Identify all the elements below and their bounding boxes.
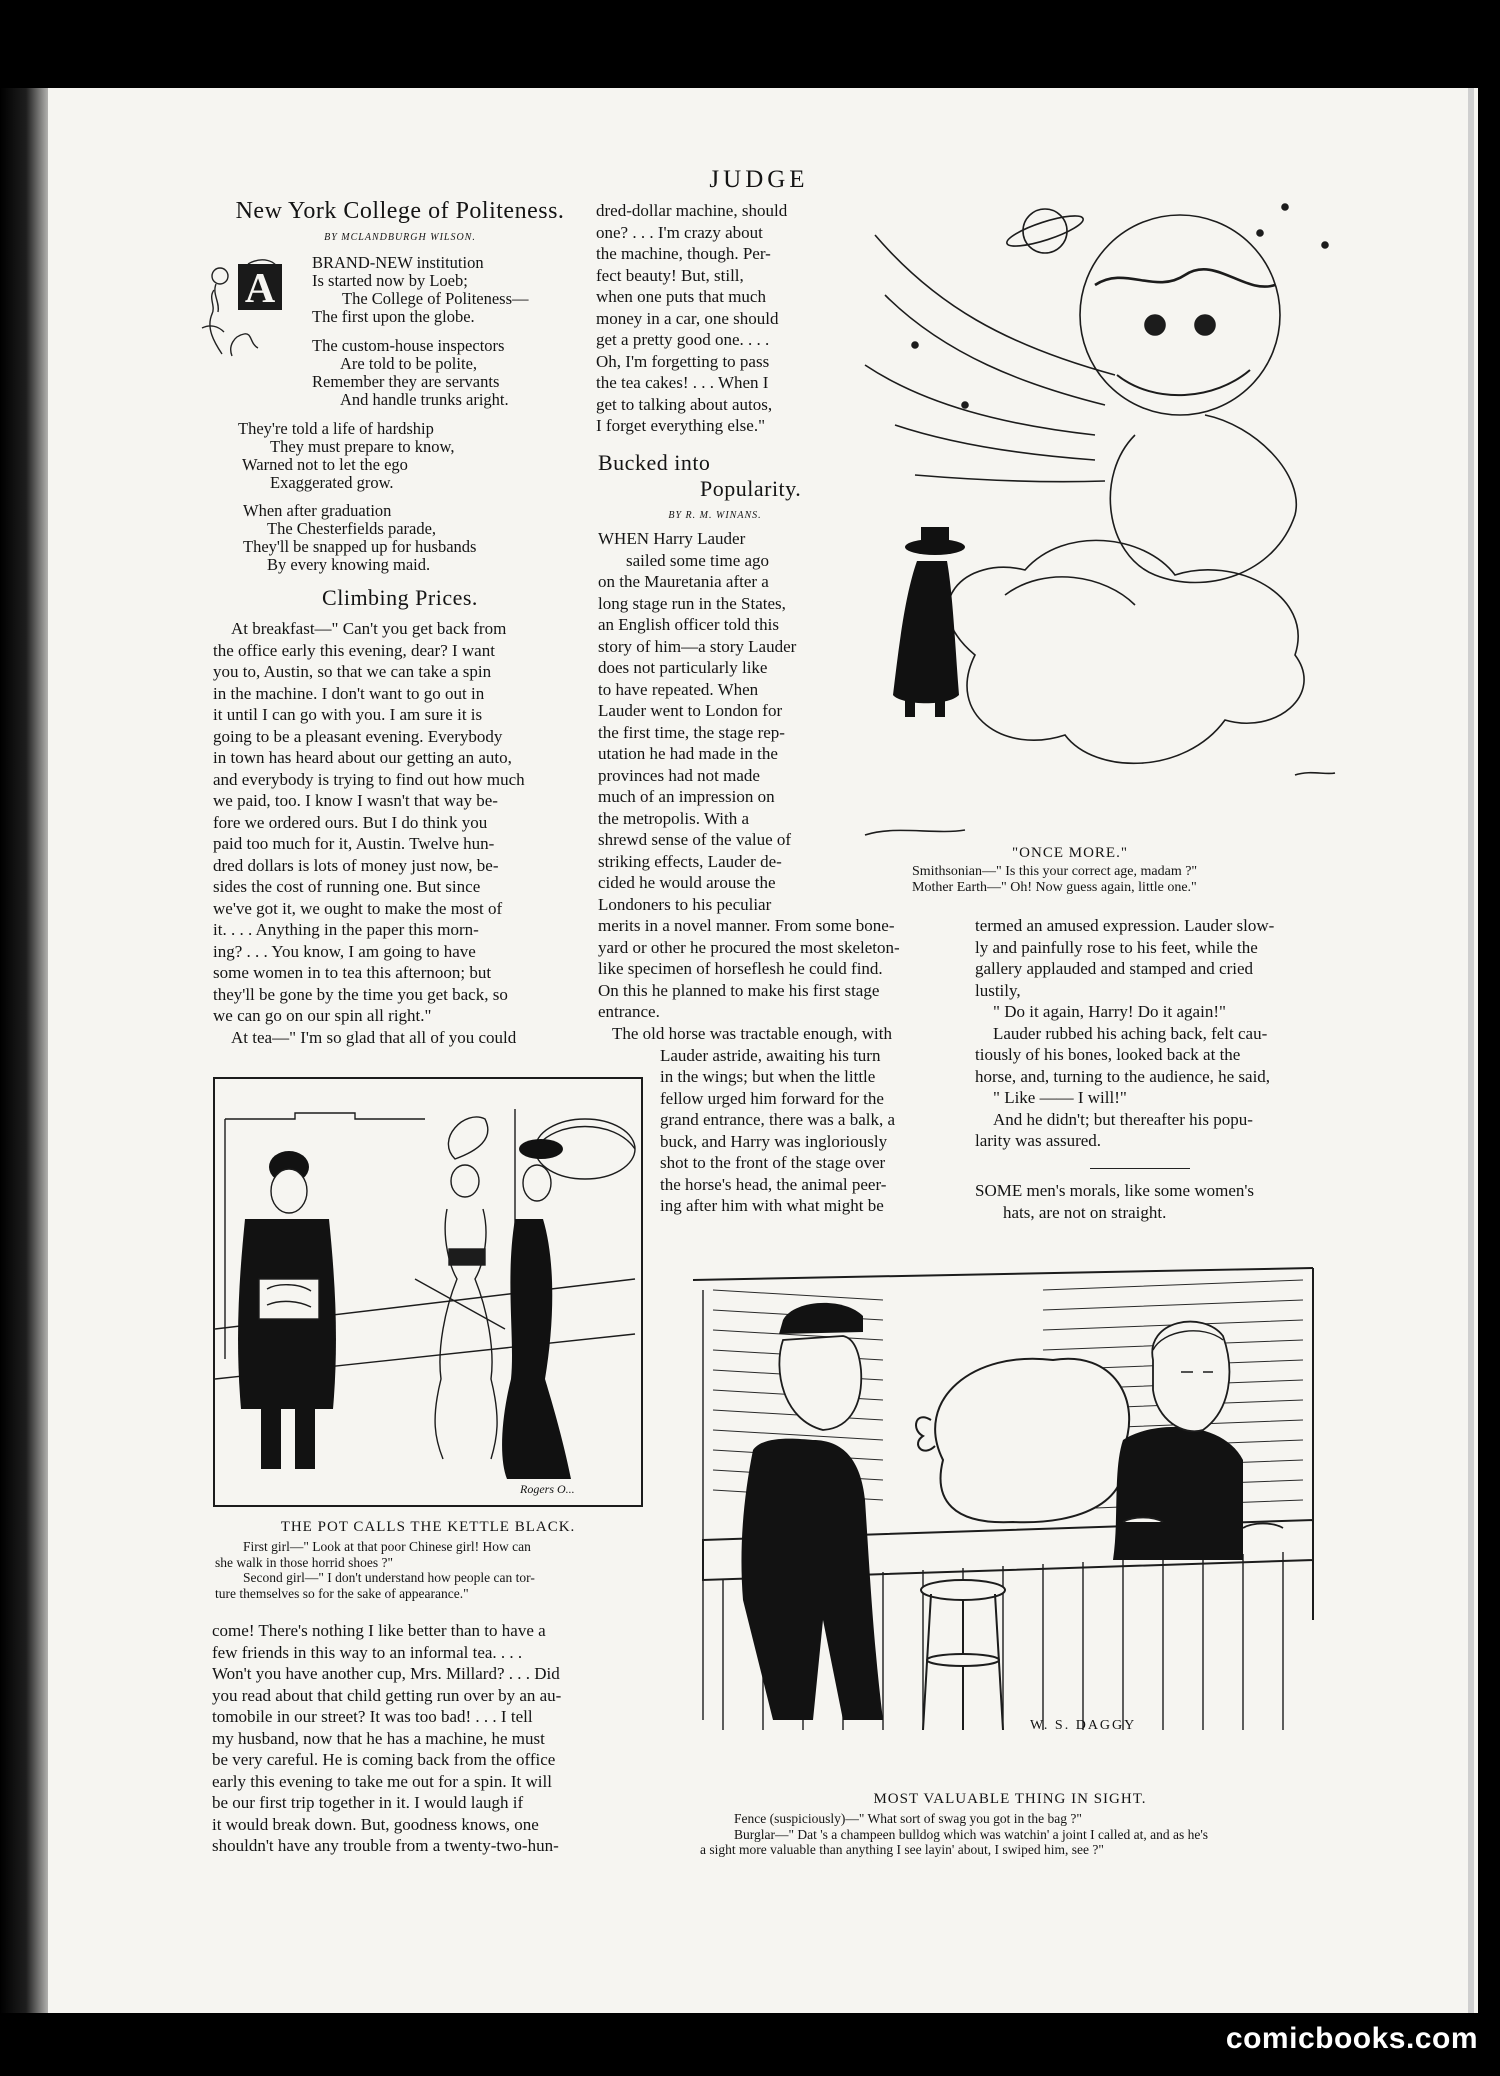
bucked-body-para-2 xyxy=(612,1023,952,1217)
text-line: in town has heard about our getting an auto, xyxy=(213,748,512,767)
text-line: Won't you have another cup, Mrs. Millard? . . . Did xyxy=(212,1664,560,1683)
text-line: money in a car, one should xyxy=(596,308,779,328)
once-more-title: "ONCE MORE." xyxy=(1012,845,1128,861)
text-line: dred-dollar machine, should xyxy=(596,201,788,220)
text-line: the tea cakes! . . . When I xyxy=(596,373,769,392)
text-line: fect beauty! But, still, xyxy=(596,265,744,285)
text-line: sides the cost of running one. But since xyxy=(213,877,481,896)
bucked-byline: BY R. M. WINANS. xyxy=(668,510,762,521)
page-edge xyxy=(1468,88,1474,2013)
text-line: shrewd sense of the value of xyxy=(598,830,792,849)
most-valuable-illustration xyxy=(683,1260,1323,1760)
text-line: you read about that child getting run over by an au- xyxy=(212,1685,562,1705)
verse-line: When after graduation xyxy=(243,501,392,520)
magazine-header: JUDGE xyxy=(709,166,809,193)
caption-line: Fence (suspiciously)—" What sort of swag you got in the bag ?" xyxy=(734,1811,1082,1826)
climbing-prices-column-2 xyxy=(596,200,826,437)
text-line: the machine, though. Per- xyxy=(596,244,771,263)
text-line: termed an amused expression. Lauder slow- xyxy=(975,916,1275,935)
filler-rule xyxy=(1090,1168,1190,1169)
most-valuable-title: MOST VALUABLE THING IN SIGHT. xyxy=(873,1791,1147,1807)
climbing-prices-body xyxy=(213,618,570,1048)
poem-title: New York College of Politeness. xyxy=(235,198,565,224)
text-line: my husband, now that he has a machine, he must xyxy=(212,1728,545,1748)
bucked-body-wide xyxy=(598,915,950,1023)
verse-line: Remember they are servants xyxy=(312,372,500,391)
bucked-title-line-1: Bucked into xyxy=(598,450,711,475)
most-valuable-caption xyxy=(700,1811,1340,1858)
text-line: SOME men's morals, like some women's xyxy=(975,1181,1255,1200)
text-line: be our first trip together in it. I would laugh if xyxy=(212,1793,524,1812)
verse-line: The College of Politeness— xyxy=(342,289,529,308)
text-line: Lauder rubbed his aching back, felt cau- xyxy=(993,1023,1268,1043)
verse-line: Are told to be polite, xyxy=(340,354,478,373)
text-line: they'll be gone by the time you get back, so xyxy=(213,984,508,1004)
caption-line: a sight more valuable than anything I see layin' about, I swiped him, see ?" xyxy=(700,1842,1104,1857)
text-line: lustily, xyxy=(975,980,1021,1000)
text-line: come! There's nothing I like better than to have a xyxy=(212,1621,546,1640)
caption-line: ture themselves so for the sake of appearance." xyxy=(215,1585,469,1601)
text-line: larity was assured. xyxy=(975,1131,1102,1150)
text-line: WHEN Harry Lauder xyxy=(598,529,746,548)
text-line: And he didn't; but thereafter his popu- xyxy=(993,1109,1253,1129)
text-line: Londoners to his peculiar xyxy=(598,894,772,914)
text-line: on the Mauretania after a xyxy=(598,572,769,591)
verse-line: And handle trunks aright. xyxy=(340,390,509,409)
bucked-body-right-column xyxy=(975,915,1337,1152)
text-line: an English officer told this xyxy=(598,615,779,634)
text-line: and everybody is trying to find out how much xyxy=(213,769,525,789)
text-line: provinces had not made xyxy=(598,765,760,785)
text-line: cided he would arouse the xyxy=(598,873,776,892)
kettle-signature: Rogers O... xyxy=(520,1482,575,1496)
poem-stanza-2 xyxy=(312,337,509,409)
text-line: sailed some time ago xyxy=(626,550,770,570)
text-line: to have repeated. When xyxy=(598,679,759,699)
text-line: merits in a novel manner. From some bone- xyxy=(598,916,895,935)
text-line: it would break down. But, goodness knows, one xyxy=(212,1814,539,1834)
text-line: ing after him with what might be xyxy=(660,1196,884,1215)
text-line: " Like —— I will!" xyxy=(993,1088,1127,1107)
text-line: few friends in this way to an informal tea. . . . xyxy=(212,1642,523,1662)
climbing-prices-title: Climbing Prices. xyxy=(322,585,478,610)
text-line: I forget everything else." xyxy=(596,416,766,435)
text-line: one? . . . I'm crazy about xyxy=(596,222,763,242)
text-line: hats, are not on straight. xyxy=(1003,1202,1167,1222)
drop-cap-a xyxy=(192,250,310,362)
text-line: get to talking about autos, xyxy=(596,394,773,414)
text-line: ly and painfully rose to his feet, while the xyxy=(975,937,1258,957)
verse-line: Exaggerated grow. xyxy=(270,473,394,492)
kettle-black-illustration xyxy=(213,1077,643,1507)
text-line: some women in to tea this afternoon; but xyxy=(213,963,492,982)
text-line: At tea—" I'm so glad that all of you could xyxy=(231,1027,517,1047)
text-line: At breakfast—" Can't you get back from xyxy=(231,619,507,638)
text-line: get a pretty good one. . . . xyxy=(596,330,770,349)
verse-line: By every knowing maid. xyxy=(267,555,431,574)
kettle-black-caption xyxy=(215,1539,645,1601)
text-line: ing? . . . You know, I am going to have xyxy=(213,941,476,961)
text-line: tiously of his bones, looked back at the xyxy=(975,1045,1241,1064)
bucked-title-line-2: Popularity. xyxy=(700,476,802,501)
poem-byline: BY MCLANDBURGH WILSON. xyxy=(324,232,476,243)
text-line: yard or other he procured the most skeleton- xyxy=(598,937,900,957)
text-line: we've got it, we ought to make the most of xyxy=(213,898,503,918)
text-line: grand entrance, there was a balk, a xyxy=(660,1110,896,1129)
text-line: going to be a pleasant evening. Everybody xyxy=(213,726,503,746)
poem-stanza-4 xyxy=(243,502,476,574)
climbing-prices-continued xyxy=(212,1620,644,1857)
text-line: fellow urged him forward for the xyxy=(660,1088,884,1108)
text-line: On this he planned to make his first stage xyxy=(598,980,880,1000)
poem-stanza-1 xyxy=(312,254,529,326)
text-line: like specimen of horseflesh he could find. xyxy=(598,959,883,978)
text-line: we can go on our spin all right." xyxy=(213,1006,432,1025)
caption-line: she walk in those horrid shoes ?" xyxy=(215,1554,393,1570)
poem-stanza-3 xyxy=(238,420,455,492)
caption-line: Mother Earth—" Oh! Now guess again, little one." xyxy=(912,879,1197,895)
once-more-caption xyxy=(912,864,1352,895)
text-line: in the machine. I don't want to go out in xyxy=(213,683,485,703)
text-line: Lauder astride, awaiting his turn xyxy=(660,1045,881,1065)
text-line: story of him—a story Lauder xyxy=(598,636,797,656)
text-line: Lauder went to London for xyxy=(598,701,783,720)
text-line: Oh, I'm forgetting to pass xyxy=(596,351,770,371)
text-line: we paid, too. I know I wasn't that way be- xyxy=(213,791,498,810)
verse-line: Warned not to let the ego xyxy=(242,455,408,474)
text-line: fore we ordered ours. But I do think you xyxy=(213,812,488,832)
text-line: shot to the front of the stage over xyxy=(660,1153,886,1172)
verse-line: They're told a life of hardship xyxy=(238,419,434,438)
bucked-body xyxy=(598,528,824,915)
text-line: gallery applauded and stamped and cried xyxy=(975,959,1254,978)
text-line: when one puts that much xyxy=(596,287,766,306)
text-line: you to, Austin, so that we can take a spin xyxy=(213,662,492,681)
text-line: the horse's head, the animal peer- xyxy=(660,1174,887,1194)
verse-line: Is started now by Loeb; xyxy=(312,271,468,290)
kettle-black-title: THE POT CALLS THE KETTLE BLACK. xyxy=(280,1519,576,1535)
verse-line: BRAND-NEW institution xyxy=(312,253,484,272)
once-more-illustration xyxy=(855,175,1350,845)
text-line: dred dollars is lots of money just now, be- xyxy=(213,855,499,875)
text-line: entrance. xyxy=(598,1002,660,1021)
text-line: the office early this evening, dear? I want xyxy=(213,640,495,660)
text-line: paid too much for it, Austin. Twelve hun- xyxy=(213,834,495,853)
verse-line: The Chesterfields parade, xyxy=(267,519,437,538)
text-line: shouldn't have any trouble from a twenty-two-hun- xyxy=(212,1836,559,1855)
text-line: it. . . . Anything in the paper this morn- xyxy=(213,920,479,939)
text-line: much of an impression on xyxy=(598,787,775,806)
verse-line: The first upon the globe. xyxy=(312,307,475,326)
verse-line: The custom-house inspectors xyxy=(312,336,505,355)
caption-line: Smithsonian—" Is this your correct age, madam ?" xyxy=(912,864,1198,879)
text-line: long stage run in the States, xyxy=(598,593,786,613)
text-line: in the wings; but when the little xyxy=(660,1067,876,1086)
text-line: does not particularly like xyxy=(598,658,768,677)
text-line: utation he had made in the xyxy=(598,744,778,763)
text-line: be very careful. He is coming back from the office xyxy=(212,1750,556,1769)
verse-line: They'll be snapped up for husbands xyxy=(243,537,477,556)
text-line: the first time, the stage rep- xyxy=(598,722,785,742)
caption-line: First girl—" Look at that poor Chinese girl! How can xyxy=(243,1539,531,1554)
text-line: " Do it again, Harry! Do it again!" xyxy=(993,1002,1226,1021)
caption-line: Second girl—" I don't understand how people can tor- xyxy=(243,1570,535,1585)
text-line: it until I can go with you. I am sure it is xyxy=(213,705,483,724)
text-line: tomobile in our street? It was too bad! . . . I tell xyxy=(212,1707,533,1726)
verse-line: They must prepare to know, xyxy=(270,437,455,456)
valuable-signature: W. S. DAGGY xyxy=(1030,1718,1137,1733)
text-line: striking effects, Lauder de- xyxy=(598,851,782,871)
svg-text:A: A xyxy=(244,266,276,312)
site-watermark: comicbooks.com xyxy=(1225,2022,1478,2055)
text-line: The old horse was tractable enough, with xyxy=(612,1024,892,1043)
text-line: the metropolis. With a xyxy=(598,808,750,828)
caption-line: Burglar—" Dat 's a champeen bulldog which was watchin' a joint I called at, and as he's xyxy=(734,1826,1209,1842)
text-line: buck, and Harry was ingloriously xyxy=(660,1131,888,1151)
text-line: horse, and, turning to the audience, he said, xyxy=(975,1066,1271,1086)
filler-paragraph xyxy=(975,1180,1337,1223)
text-line: early this evening to take me out for a spin. It will xyxy=(212,1771,552,1791)
